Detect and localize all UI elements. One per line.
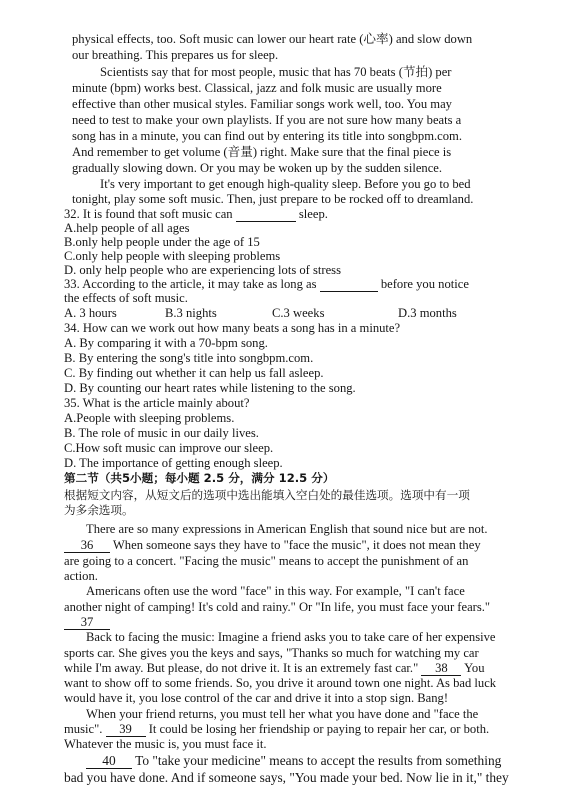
option-b: B.3 nights [165, 306, 217, 320]
question-33-stem: 33. According to the article, it may take as long as before you notice [64, 277, 469, 291]
passage-line: bad you have done. And if someone says, "You made your bed. Now lie in it," they [64, 770, 509, 785]
question-34-stem: 34. How can we work out how many beats a song has in a minute? [64, 321, 401, 335]
option-b: B. The role of music in our daily lives. [64, 426, 259, 440]
option-d: D. The importance of getting enough sleep. [64, 456, 283, 470]
option-c: C.3 weeks [272, 306, 325, 320]
passage-line: There are so many expressions in American English that sound nice but are not. [86, 522, 488, 536]
option-c: C.only help people with sleeping problems [64, 249, 281, 263]
passage-line: would have it, you lose control of the car and drive it into a stop sign. Bang! [64, 691, 449, 705]
passage-line: Americans often use the word "face" in this way. For example, "I can't face [86, 584, 465, 598]
passage-line: tonight, play some soft music. Then, just prepare to be rocked off to dreamland. [72, 192, 474, 206]
passage-line: 40 To "take your medicine" means to accept the results from something [86, 754, 501, 769]
section-heading: 第二节（共5小题；每小题 2.5 分，满分 12.5 分） [64, 471, 335, 485]
passage-line: minute (bpm) works best. Classical, jazz and folk music are usually more [72, 81, 442, 95]
answer-blank-40: 40 [86, 754, 132, 769]
question-35-stem: 35. What is the article mainly about? [64, 396, 250, 410]
passage-line: while I'm away. But please, do not drive it. It is an extremely fast car." 38 You [64, 661, 485, 675]
option-b: B.only help people under the age of 15 [64, 235, 260, 249]
passage-line: our breathing. This prepares us for sleep. [72, 48, 279, 62]
section-instruction: 根据短文内容，从短文后的选项中选出能填入空白处的最佳选项。选项中有一项 [64, 488, 470, 502]
passage-line: Scientists say that for most people, music that has 70 beats (节拍) per [100, 65, 452, 79]
option-d: D. only help people who are experiencing lots of stress [64, 263, 341, 277]
option-c: C.How soft music can improve our sleep. [64, 441, 274, 455]
answer-blank [236, 207, 296, 222]
question-33-stem-line2: the effects of soft music. [64, 291, 188, 305]
passage-line: 36 When someone says they have to "face the music", it does not mean they [64, 538, 481, 553]
option-c: C. By finding out whether it can help us fall asleep. [64, 366, 324, 380]
answer-blank-37: 37 [64, 615, 110, 630]
passage-line: action. [64, 569, 98, 583]
answer-blank [320, 277, 378, 292]
option-a: A. By comparing it with a 70-bpm song. [64, 336, 268, 350]
passage-line: It's very important to get enough high-quality sleep. Before you go to bed [100, 177, 471, 191]
passage-line: want to show off to some friends. So, you drive it around town one night. As bad luck [64, 676, 497, 690]
passage-line: effective than other musical styles. Familiar songs work well, too. You may [72, 97, 452, 111]
passage-line: sports car. She gives you the keys and says, "Thanks so much for watching my car [64, 646, 479, 660]
option-d: D.3 months [398, 306, 457, 320]
passage-line: are going to a concert. "Facing the music" means to accept the punishment of an [64, 554, 469, 568]
answer-blank-39: 39 [106, 722, 146, 737]
option-a: A. 3 hours [64, 306, 117, 320]
passage-line: When your friend returns, you must tell her what you have done and "face the [86, 707, 479, 721]
answer-blank-36: 36 [64, 538, 110, 553]
passage-line: song has in a minute, you can find out by entering its title into songbpm.com. [72, 129, 463, 143]
passage-line: need to test to make your own playlists. If you are not sure how many beats a [72, 113, 462, 127]
option-a: A.People with sleeping problems. [64, 411, 235, 425]
question-32-stem: 32. It is found that soft music can sleep. [64, 207, 328, 221]
passage-line [64, 615, 110, 630]
passage-line: Back to facing the music: Imagine a friend asks you to take care of her expensive [86, 630, 496, 644]
passage-line: music". 39 It could be losing her friendship or paying to repair her car, or both. [64, 722, 490, 736]
passage-line: And remember to get volume (音量) right. Make sure that the final piece is [72, 145, 452, 159]
passage-line: another night of camping! It's cold and rainy." Or "In life, you must face your fears." [64, 600, 491, 614]
option-b: B. By entering the song's title into songbpm.com. [64, 351, 314, 365]
passage-line: Whatever the music is, you must face it. [64, 737, 267, 751]
passage-line: physical effects, too. Soft music can lower our heart rate (心率) and slow down [72, 32, 473, 46]
answer-blank-38: 38 [421, 661, 461, 676]
section-instruction: 为多余选项。 [64, 503, 134, 517]
option-a: A.help people of all ages [64, 221, 190, 235]
option-d: D. By counting our heart rates while listening to the song. [64, 381, 356, 395]
passage-line: gradually slowing down. Or you may be woken up by the sudden silence. [72, 161, 443, 175]
